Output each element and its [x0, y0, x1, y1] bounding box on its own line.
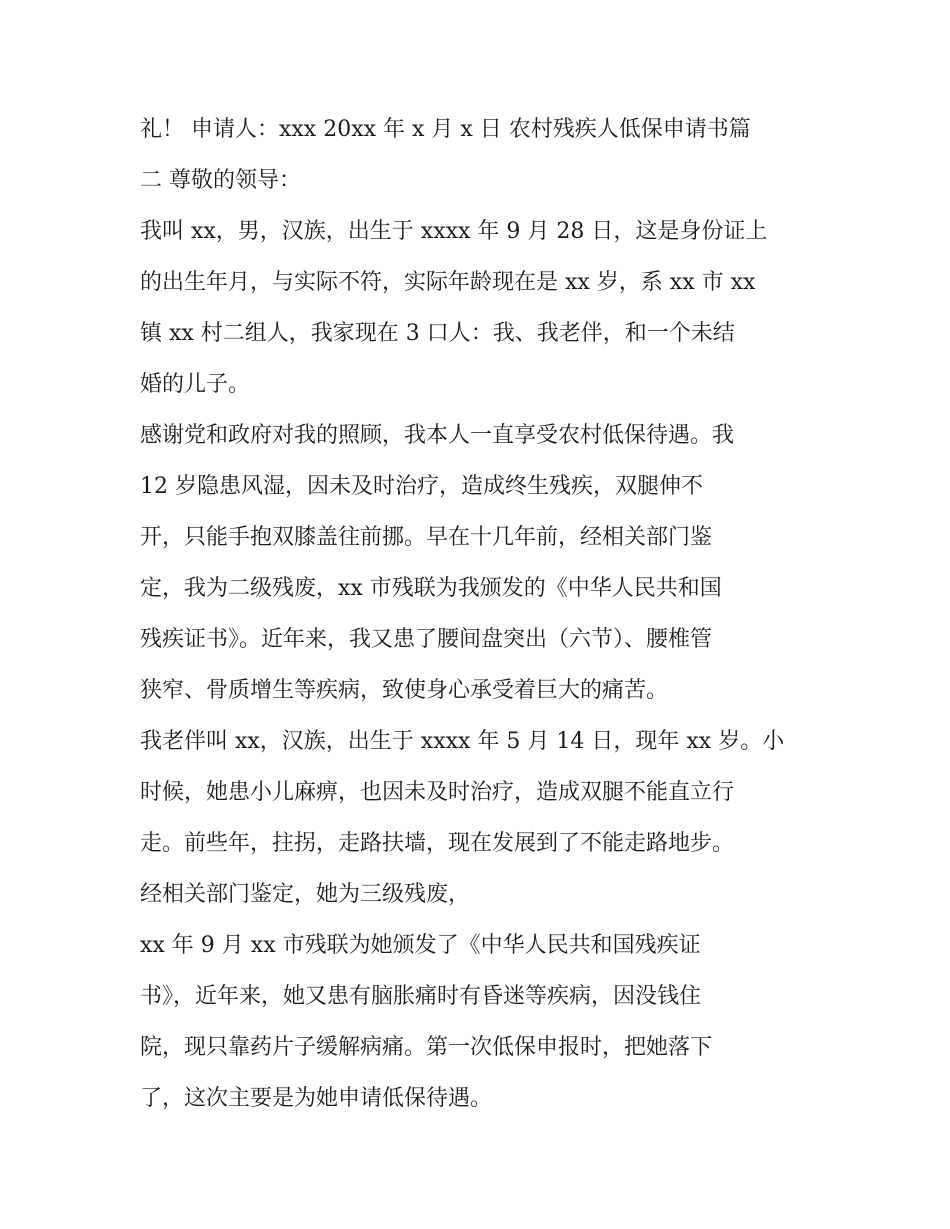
text-line: 走。前些年，拄拐，走路扶墙，现在发展到了不能走路地步。 [140, 831, 735, 856]
text-line: 礼！ 申请人：xxx 20xx 年 x 月 x 日 农村残疾人低保申请书篇 [140, 117, 751, 142]
text-line: 了，这次主要是为她申请低保待遇。 [140, 1086, 493, 1111]
text-line: 镇 xx 村二组人，我家现在 3 口人：我、我老伴，和一个未结 [140, 321, 735, 346]
text-line: 狭窄、骨质增生等疾病，致使身心承受着巨大的痛苦。 [140, 678, 669, 703]
text-line: 经相关部门鉴定，她为三级残废， [140, 882, 471, 907]
text-line: 书》，近年来，她又患有脑胀痛时有昏迷等疾病，因没钱住 [140, 984, 702, 1009]
text-line: 感谢党和政府对我的照顾，我本人一直享受农村低保待遇。我 [140, 423, 735, 448]
text-line: 院，现只靠药片子缓解病痛。第一次低保申报时，把她落下 [140, 1035, 713, 1060]
text-line: 时候，她患小儿麻痹，也因未及时治疗，造成双腿不能直立行 [140, 780, 735, 805]
text-line: 二 尊敬的领导： [140, 168, 301, 193]
text-line: 我老伴叫 xx，汉族，出生于 xxxx 年 5 月 14 日，现年 xx 岁。小 [140, 729, 785, 754]
text-line: 我叫 xx，男，汉族，出生于 xxxx 年 9 月 28 日，这是身份证上 [140, 219, 768, 244]
text-line: 婚的儿子。 [140, 372, 251, 397]
text-line: 残疾证书》。近年来，我又患了腰间盘突出（六节）、腰椎管 [140, 627, 713, 652]
document-body [140, 104, 820, 1124]
text-line: 定，我为二级残废，xx 市残联为我颁发的《中华人民共和国 [140, 576, 722, 601]
text-line: 12 岁隐患风湿，因未及时治疗，造成终生残疾，双腿伸不 [140, 474, 703, 499]
text-line: 开，只能手抱双膝盖往前挪。早在十几年前，经相关部门鉴 [140, 525, 713, 550]
text-line: xx 年 9 月 xx 市残联为她颁发了《中华人民共和国残疾证 [140, 933, 701, 958]
text-line: 的出生年月，与实际不符，实际年龄现在是 xx 岁，系 xx 市 xx [140, 270, 756, 295]
